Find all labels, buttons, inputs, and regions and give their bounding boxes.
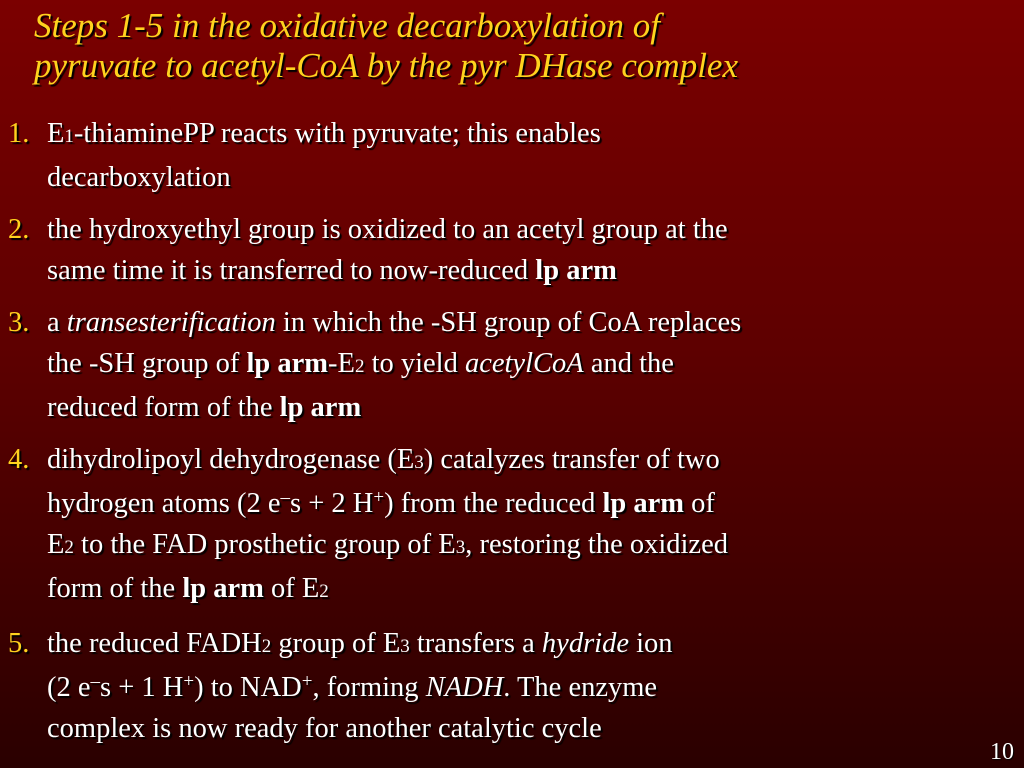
italic-term: acetylCoA — [464, 348, 584, 379]
step-4-line-1 — [47, 439, 1006, 483]
step-text: . The enzyme — [503, 672, 658, 703]
step-number: 2. — [8, 214, 30, 245]
step-3-line-3 — [47, 387, 1006, 428]
slide-title — [34, 6, 1004, 86]
steps-list — [6, 113, 1006, 760]
superscript: – — [90, 671, 101, 692]
step-text: ) from the reduced — [384, 488, 603, 519]
subscript: 2 — [64, 537, 74, 558]
step-text: same time it is transferred to now-reduced — [47, 255, 536, 286]
bold-term: lp arm — [182, 573, 264, 604]
step-text: ) catalyzes transfer of two — [423, 444, 720, 475]
step-text: the reduced FADH — [47, 628, 262, 659]
superscript: + — [183, 671, 195, 692]
bold-term: lp arm — [279, 392, 362, 423]
step-text: ion — [628, 628, 673, 659]
step-number: 5. — [8, 628, 30, 659]
italic-term: NADH — [425, 672, 504, 703]
subscript: 2 — [261, 636, 272, 657]
step-text: dihydrolipoyl dehydrogenase (E — [47, 444, 415, 475]
superscript: + — [301, 671, 313, 692]
step-5-line-2 — [47, 667, 1006, 708]
italic-term: transesterification — [66, 307, 276, 338]
step-2-line-1 — [47, 209, 1006, 250]
step-1-line-2 — [47, 157, 1006, 198]
superscript: + — [373, 487, 385, 508]
step-5-line-1 — [47, 623, 1006, 667]
step-text: (2 e — [47, 672, 91, 703]
step-text: -thiaminePP reacts with pyruvate; this enables — [73, 118, 601, 149]
step-text: transfers a — [409, 628, 542, 659]
step-text: and the — [583, 348, 674, 379]
step-text: the hydroxyethyl group is oxidized to an acetyl group at the — [47, 214, 728, 245]
step-text: complex is now ready for another catalytic cycle — [47, 713, 602, 744]
step-4 — [6, 439, 1006, 612]
step-text: of — [684, 488, 715, 519]
bold-term: lp arm — [602, 488, 685, 519]
slide-page-number: 10 — [990, 739, 1014, 765]
step-number: 1. — [8, 118, 30, 149]
step-text: ) to NAD — [194, 672, 302, 703]
step-text: the -SH group of — [47, 348, 247, 379]
subscript: 3 — [455, 537, 466, 558]
step-4-line-3 — [47, 524, 1006, 568]
subscript: 2 — [354, 356, 365, 377]
step-text: a — [47, 307, 67, 338]
step-1 — [6, 113, 1006, 198]
step-text: hydrogen atoms (2 e — [47, 488, 281, 519]
slide-title-line-2: pyruvate to acetyl-CoA by the pyr DHase complex — [34, 46, 738, 85]
step-text: s + 1 H — [100, 672, 184, 703]
step-text: to yield — [364, 348, 465, 379]
step-text: , restoring the oxidized — [465, 529, 728, 560]
step-3 — [6, 302, 1006, 428]
step-4-line-4 — [47, 568, 1006, 612]
step-text: decarboxylation — [47, 162, 231, 193]
step-5 — [6, 623, 1006, 749]
bold-term: lp arm — [246, 348, 329, 379]
subscript: 1 — [64, 126, 74, 147]
step-2-line-2 — [47, 250, 1006, 291]
step-1-line-1 — [47, 113, 1006, 157]
subscript: 3 — [414, 452, 424, 473]
step-3-line-2 — [47, 343, 1006, 387]
step-text: E — [47, 118, 65, 149]
step-text: of E — [263, 573, 320, 604]
step-number: 3. — [8, 307, 30, 338]
step-text: reduced form of the — [47, 392, 280, 423]
step-text: form of the — [47, 573, 183, 604]
subscript: 3 — [400, 636, 410, 657]
step-5-line-3 — [47, 708, 1006, 749]
superscript: – — [280, 487, 290, 508]
subscript: 2 — [319, 581, 329, 602]
step-text: E — [47, 529, 65, 560]
step-number: 4. — [8, 444, 30, 475]
step-text: to the FAD prosthetic group of E — [73, 529, 456, 560]
bold-term: lp arm — [535, 255, 617, 286]
step-2 — [6, 209, 1006, 291]
slide-title-line-1: Steps 1-5 in the oxidative decarboxylation of — [34, 6, 660, 45]
step-text: s + 2 H — [289, 488, 374, 519]
step-text: , forming — [312, 672, 426, 703]
italic-term: hydride — [541, 628, 629, 659]
step-text: group of E — [271, 628, 401, 659]
step-3-line-1 — [47, 302, 1006, 343]
step-text: in which the -SH group of CoA replaces — [275, 307, 742, 338]
step-text: -E — [328, 348, 355, 379]
step-4-line-2 — [47, 483, 1006, 524]
